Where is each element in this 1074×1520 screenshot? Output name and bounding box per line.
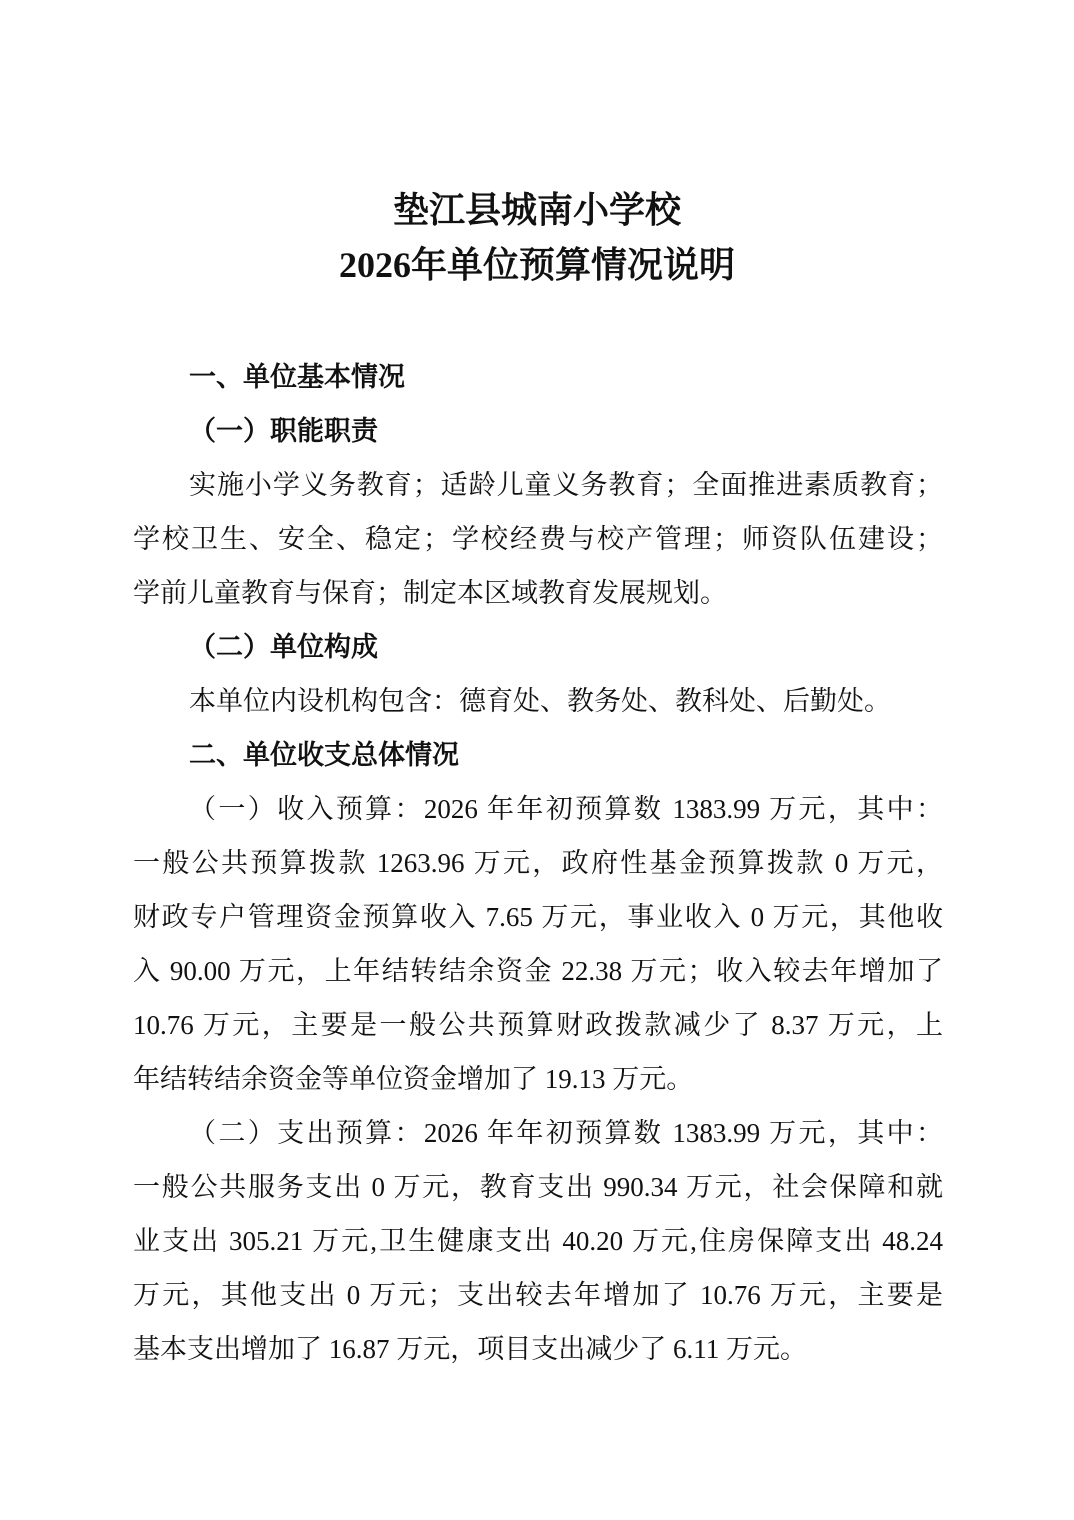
subheading-duties: （一）职能职责 (189, 416, 378, 446)
paragraph-line: 本单位内设机构包含：德育处、教务处、教科处、后勤处。 (189, 686, 891, 716)
paragraph-line: 学校卫生、安全、稳定；学校经费与校产管理；师资队伍建设； (133, 524, 943, 554)
income-paragraph-line: （一）收入预算：2026 年年初预算数 1383.99 万元，其中： (189, 794, 943, 824)
income-paragraph-line: 年结转结余资金等单位资金增加了 19.13 万元。 (133, 1064, 694, 1094)
paragraph-line: 实施小学义务教育；适龄儿童义务教育；全面推进素质教育； (189, 470, 943, 500)
income-paragraph-line: 财政专户管理资金预算收入 7.65 万元，事业收入 0 万元，其他收 (133, 902, 943, 932)
income-paragraph-line: 一般公共预算拨款 1263.96 万元，政府性基金预算拨款 0 万元， (133, 848, 943, 878)
expense-paragraph-line: 一般公共服务支出 0 万元，教育支出 990.34 万元，社会保障和就 (133, 1172, 943, 1202)
subheading-composition: （二）单位构成 (189, 632, 378, 662)
section-heading-income-expense: 二、单位收支总体情况 (189, 740, 459, 770)
document-title-line2: 2026年单位预算情况说明 (338, 245, 735, 285)
expense-paragraph-line: 基本支出增加了 16.87 万元，项目支出减少了 6.11 万元。 (133, 1334, 807, 1364)
expense-paragraph-line: 万元，其他支出 0 万元；支出较去年增加了 10.76 万元，主要是 (133, 1280, 943, 1310)
income-paragraph-line: 10.76 万元，主要是一般公共预算财政拨款减少了 8.37 万元，上 (133, 1010, 943, 1040)
section-heading-basic-info: 一、单位基本情况 (189, 362, 405, 392)
income-paragraph-line: 入 90.00 万元，上年结转结余资金 22.38 万元；收入较去年增加了 (133, 956, 943, 986)
document-title-line1: 垫江县城南小学校 (392, 190, 681, 230)
expense-paragraph-line: （二）支出预算：2026 年年初预算数 1383.99 万元，其中： (189, 1118, 943, 1148)
paragraph-line: 学前儿童教育与保育；制定本区域教育发展规划。 (133, 578, 727, 608)
document-body (133, 350, 943, 1376)
expense-paragraph-line: 业支出 305.21 万元,卫生健康支出 40.20 万元,住房保障支出 48.24 (133, 1226, 943, 1256)
